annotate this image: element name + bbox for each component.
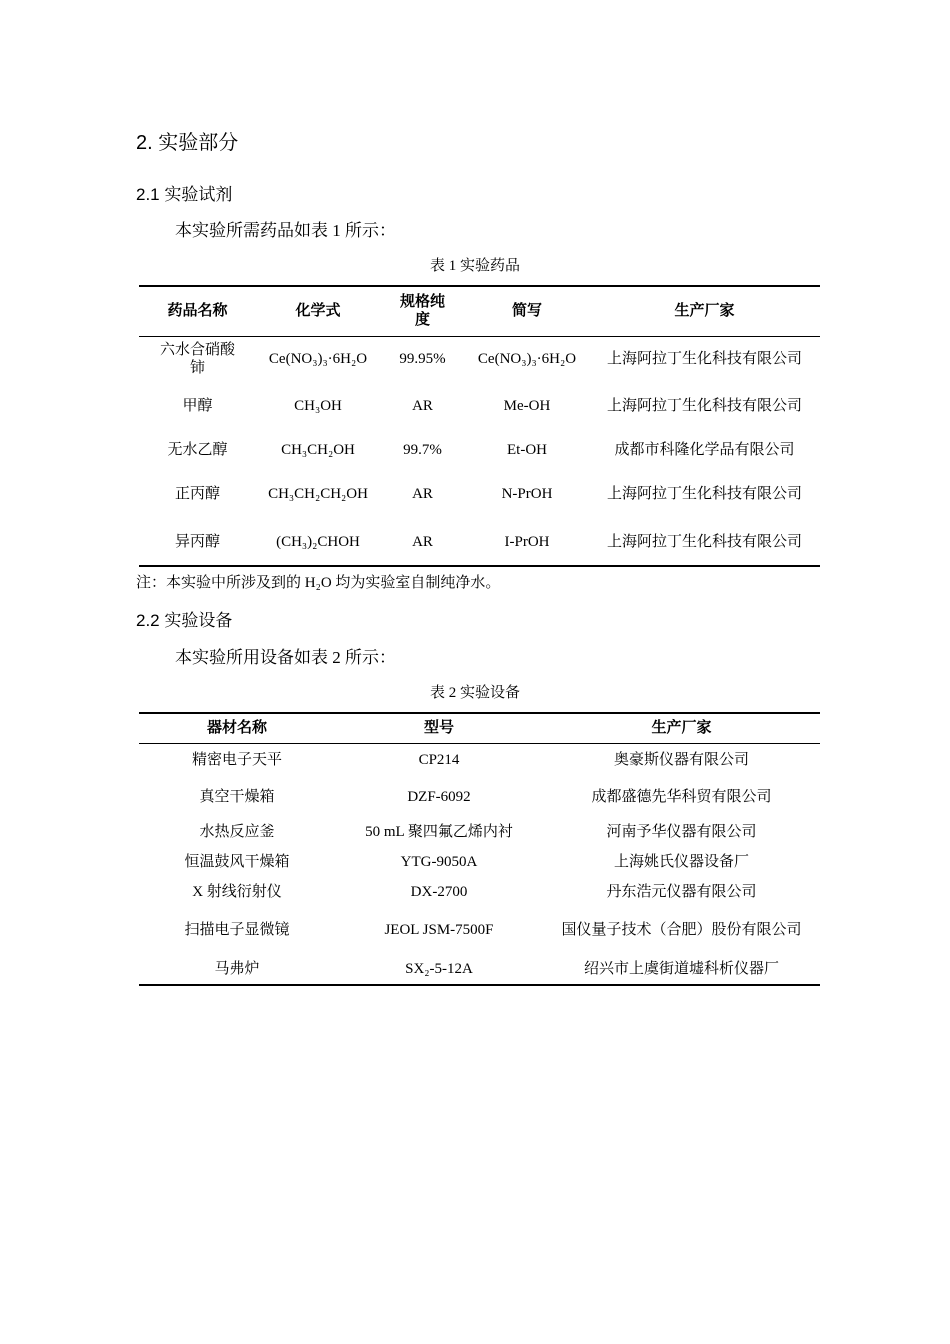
equipment-maker: 奥豪斯仪器有限公司 — [613, 752, 749, 769]
subsection-title-reagents: 2.1 实验试剂 — [136, 185, 233, 204]
equipment-model: YTG-9050A — [400, 854, 478, 870]
header-cell: 器材名称 — [139, 713, 335, 743]
equipment-model: CP214 — [418, 752, 460, 769]
equipment-name: 恒温鼓风干燥箱 — [184, 854, 290, 870]
subsection-title-equipment: 2.2 实验设备 — [136, 611, 233, 630]
equipment-maker: 上海姚氏仪器设备厂 — [613, 854, 749, 870]
header-cell: 药品名称 — [139, 286, 256, 336]
header-cell: 规格纯度 — [380, 286, 465, 336]
reagent-purity: AR — [412, 398, 433, 414]
reagent-abbr: Et-OH — [507, 442, 547, 458]
reagent-purity: AR — [412, 486, 433, 502]
reagent-formula: Ce(NO₃)₃·6H₂O — [268, 351, 368, 368]
table-row — [139, 907, 820, 953]
header-cell: 简写 — [465, 286, 589, 336]
equipment-name: 扫描电子显微镜 — [184, 922, 290, 938]
table-row — [139, 430, 820, 470]
reagent-formula: CH₃CH₂CH₂OH — [268, 486, 368, 502]
reagents-table — [139, 285, 820, 567]
table-row — [139, 518, 820, 566]
equipment-name: 真空干燥箱 — [199, 789, 275, 805]
table-row — [139, 777, 820, 817]
reagent-abbr: I-PrOH — [504, 533, 550, 550]
reagent-formula: CH₃OH — [294, 398, 342, 414]
reagent-purity: 99.95% — [399, 351, 446, 368]
equipment-model: SX₂-5-12A — [405, 960, 473, 977]
table-row — [139, 470, 820, 518]
equipment-model: JEOL JSM-7500F — [384, 922, 494, 938]
section-title: 2. 实验部分 — [136, 132, 239, 154]
equipment-name: 精密电子天平 — [191, 752, 282, 769]
reagent-maker: 上海阿拉丁生化科技有限公司 — [606, 533, 802, 550]
reagent-name: 正丙醇 — [174, 486, 220, 502]
reagent-purity: 99.7% — [403, 442, 442, 458]
reagent-abbr: Ce(NO₃)₃·6H₂O — [477, 351, 577, 368]
header-cell: 化学式 — [256, 286, 380, 336]
reagent-abbr: Me-OH — [503, 398, 551, 414]
table-row — [139, 336, 820, 382]
reagent-name: 异丙醇 — [174, 533, 220, 550]
table-row — [139, 877, 820, 907]
equipment-name: X 射线衍射仪 — [192, 884, 282, 900]
reagent-abbr: N-PrOH — [501, 486, 553, 502]
reagent-name: 甲醇 — [182, 398, 213, 414]
reagent-maker: 上海阿拉丁生化科技有限公司 — [606, 398, 802, 414]
header-cell: 型号 — [335, 713, 543, 743]
equipment-maker: 绍兴市上虞街道墟科析仪器厂 — [583, 960, 779, 977]
equipment-model: DX-2700 — [410, 884, 468, 900]
reagent-maker: 上海阿拉丁生化科技有限公司 — [606, 351, 802, 368]
equipment-table — [139, 712, 820, 986]
equipment-maker: 国仪量子技术（合肥）股份有限公司 — [561, 922, 802, 938]
equipment-name: 马弗炉 — [214, 960, 260, 977]
header-cell: 生产厂家 — [543, 713, 820, 743]
reagents-intro: 本实验所需药品如表 1 所示： — [175, 221, 396, 240]
table-row — [139, 847, 820, 877]
table1-note: 注：本实验中所涉及到的 H₂O 均为实验室自制纯净水。 — [136, 575, 501, 591]
equipment-maker: 成都盛德先华科贸有限公司 — [591, 789, 772, 805]
table-header-row — [139, 286, 820, 336]
table-header-row — [139, 713, 820, 743]
table1-caption: 表 1 实验药品 — [429, 258, 520, 274]
table-row — [139, 817, 820, 847]
reagent-name: 无水乙醇 — [167, 442, 228, 458]
reagent-maker: 上海阿拉丁生化科技有限公司 — [606, 486, 802, 502]
equipment-model: DZF-6092 — [407, 789, 471, 805]
table-row — [139, 382, 820, 430]
equipment-maker: 河南予华仪器有限公司 — [606, 824, 757, 840]
equipment-intro: 本实验所用设备如表 2 所示： — [175, 648, 396, 667]
equipment-maker: 丹东浩元仪器有限公司 — [606, 884, 757, 900]
reagent-name: 六水合硝酸铈 — [159, 342, 235, 377]
table2-caption: 表 2 实验设备 — [429, 685, 520, 701]
reagent-maker: 成都市科隆化学品有限公司 — [614, 442, 795, 458]
header-cell: 生产厂家 — [589, 286, 820, 336]
equipment-model: 50 mL 聚四氟乙烯内衬 — [365, 824, 513, 840]
reagent-purity: AR — [412, 533, 433, 550]
reagent-formula: CH₃CH₂OH — [281, 442, 355, 458]
reagent-formula: (CH₃)₂CHOH — [276, 533, 360, 550]
table-row — [139, 743, 820, 777]
equipment-name: 水热反应釜 — [199, 824, 275, 840]
table-row — [139, 953, 820, 985]
